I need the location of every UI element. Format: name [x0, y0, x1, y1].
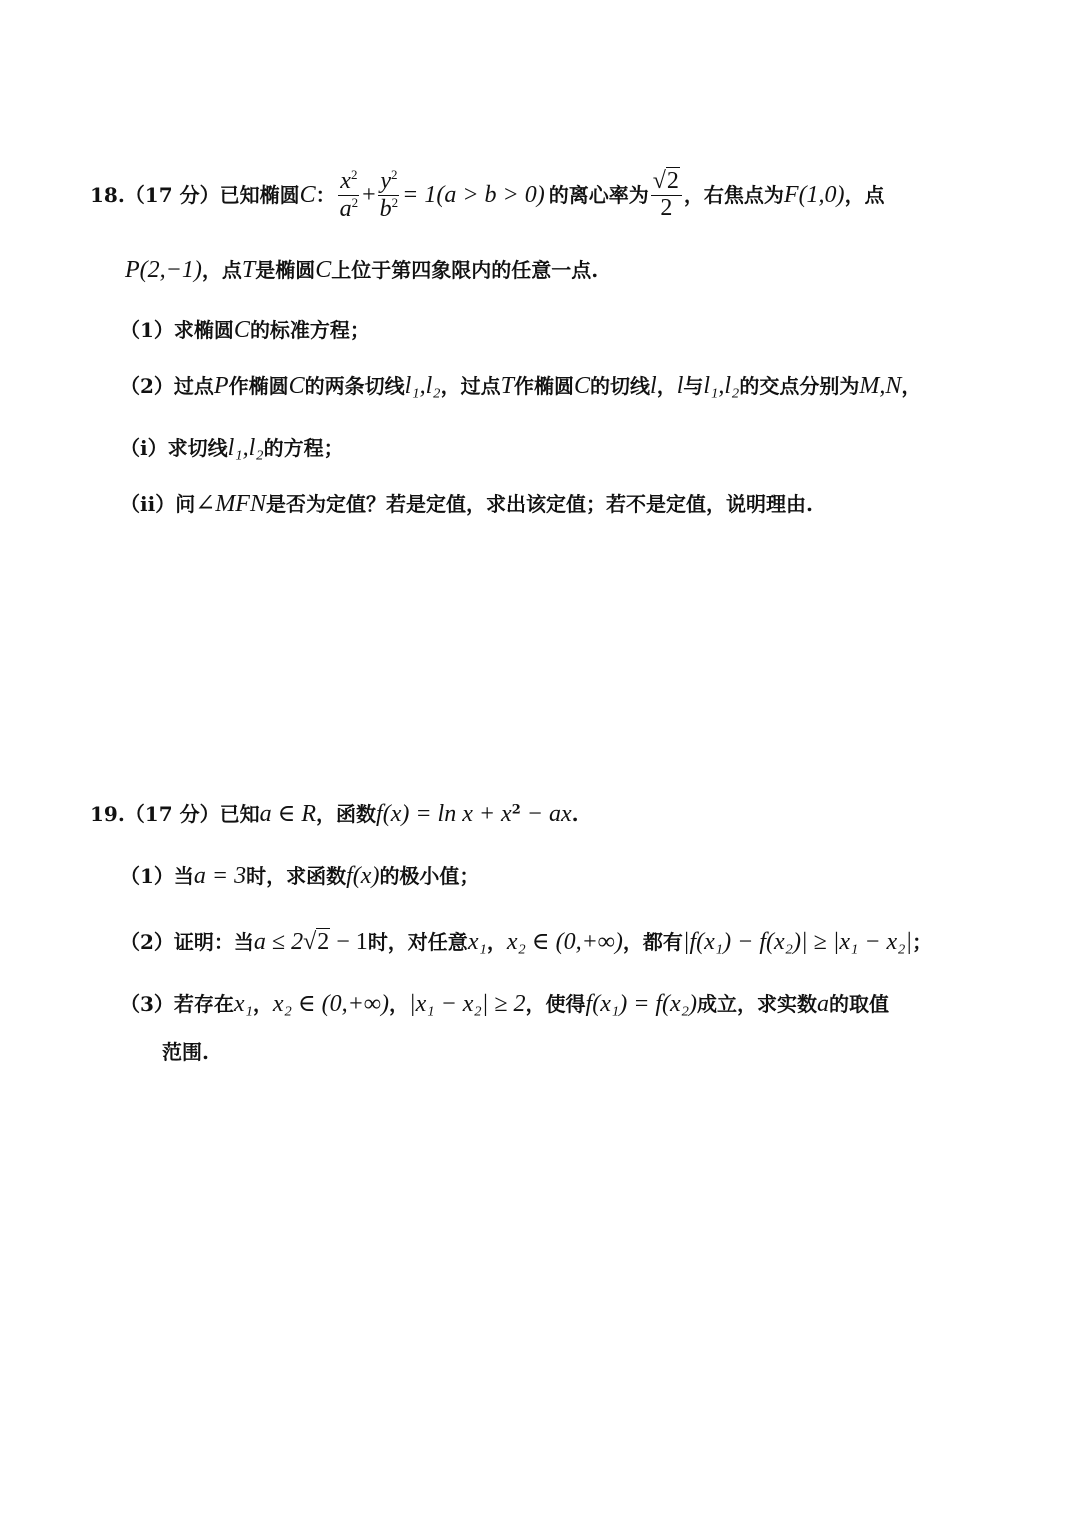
exp: 2 [511, 802, 521, 818]
q19-part-2: （2）证明：当a ≤ 2√2 − 1时，对任意x₁，x₂ ∈ (0,+∞)，都有|f(x₁) − f(x₂)| ≥ |x₁ − x₂|； [120, 929, 933, 955]
part-label: （i） [120, 436, 168, 460]
text: 作椭圆 [514, 374, 574, 398]
var-x: x [340, 168, 351, 195]
q19-part-1 [120, 864, 479, 888]
part-label: （3） [120, 992, 174, 1016]
ellipse-C: C [315, 257, 332, 283]
focus-point: F(1,0) [783, 182, 845, 208]
condition: a ≤ 2 [253, 929, 304, 955]
text: 成立，求实数 [697, 992, 818, 1016]
ellipse-C: C [233, 317, 250, 343]
equation: f(x₁) = f(x₂) [585, 991, 698, 1017]
text: 时，求函数 [246, 864, 347, 888]
text: 是否为定值？若是定值，求出该定值；若不是定值，说明理由. [265, 492, 813, 516]
part-label: （1） [120, 864, 174, 888]
q19-number: 19. [90, 802, 125, 826]
fraction-sqrt2-2: $\frac{√2}{2}$ [651, 169, 682, 220]
var-b: b [379, 195, 392, 222]
text: 证明：当 [173, 930, 254, 954]
var-a: a [339, 195, 352, 222]
part-label: （ii） [120, 492, 176, 516]
var-y: y [380, 168, 391, 195]
q19-part-3 [120, 992, 889, 1016]
text: 的两条切线 [304, 374, 405, 398]
q18-line-1 [90, 165, 885, 225]
point-T: T [241, 257, 256, 283]
text: 上位于第四象限内的任意一点. [331, 258, 599, 282]
q19-score: （17 分） [124, 802, 220, 826]
text: 范围. [162, 1040, 209, 1064]
q18-number: 18. [90, 183, 125, 207]
radicand: 2 [317, 929, 330, 955]
text: 与 [683, 374, 704, 398]
text: ， [252, 992, 273, 1016]
q18-sub-ii [120, 492, 813, 516]
x2-domain: x₂ ∈ (0,+∞) [506, 929, 623, 955]
equation-tail: = 1(a > b > 0) [402, 182, 545, 208]
text: ，点 [201, 258, 242, 282]
text: 作椭圆 [228, 374, 289, 398]
text: ， [388, 992, 409, 1016]
text: ， [486, 930, 507, 954]
q18-line-2 [125, 258, 598, 282]
text: ，过点 [440, 374, 501, 398]
exp: 2 [351, 194, 359, 210]
text: 的方程； [263, 436, 344, 460]
var-x1: x₁ [233, 991, 253, 1017]
plus: + [362, 182, 376, 208]
lines-l1-l2: l₁,l₂ [404, 373, 441, 399]
lines-l1-l2: l₁,l₂ [227, 435, 264, 461]
var-x1: x₁ [467, 929, 487, 955]
a-in-R: a ∈ R [259, 801, 317, 827]
radicand: 2 [666, 168, 679, 195]
point-T: T [500, 373, 514, 399]
ellipse-C: C [288, 373, 305, 399]
condition-tail: − 1 [330, 929, 368, 955]
text: 的交点分别为 [739, 374, 860, 398]
function-tail: − ax [520, 801, 572, 827]
colon: ： [315, 183, 336, 207]
abs-condition: |x₁ − x₂| ≥ 2 [408, 991, 526, 1017]
text: ； [912, 930, 933, 954]
condition: a = 3 [193, 863, 247, 889]
text: 求切线 [167, 436, 228, 460]
function: f(x) [346, 863, 380, 889]
ellipse-C: C [574, 373, 591, 399]
text: 的极小值； [379, 864, 480, 888]
text: 已知 [219, 802, 260, 826]
x2-domain: x₂ ∈ (0,+∞) [272, 991, 389, 1017]
q18-part-2 [120, 374, 921, 398]
text: ，都有 [622, 930, 683, 954]
function-def: f(x) = ln x + x [376, 801, 512, 827]
text: 的标准方程； [249, 318, 370, 342]
q19-line-1 [90, 802, 579, 826]
denominator: 2 [660, 194, 673, 221]
text: 的取值 [829, 992, 890, 1016]
text: 问 [175, 492, 196, 516]
exp: 2 [391, 194, 399, 210]
text: 若存在 [173, 992, 234, 1016]
part-label: （2） [120, 930, 174, 954]
text: 求椭圆 [173, 318, 234, 342]
q18-lead: 已知椭圆 [219, 183, 300, 207]
q18-part-1 [120, 318, 370, 342]
focus-text: ，右焦点为 [683, 183, 784, 207]
point-text: ，点 [844, 183, 885, 207]
text: 时，对任意 [367, 930, 468, 954]
points-M-N: M,N [859, 373, 902, 399]
text: . [571, 802, 579, 826]
q18-score: （17 分） [124, 183, 220, 207]
ellipse-C: C [299, 182, 316, 208]
point-P: P(2,−1) [125, 257, 202, 283]
q19-part-3-cont [162, 1042, 209, 1062]
point-P: P [213, 373, 229, 399]
var-a: a [817, 991, 830, 1017]
eccentricity-text: 的离心率为 [548, 183, 649, 207]
text: ，函数 [316, 802, 377, 826]
text: ， [656, 374, 677, 398]
part-label: （1） [120, 318, 174, 342]
exp: 2 [350, 167, 358, 183]
lines-l1-l2: l₁,l₂ [703, 373, 740, 399]
fraction-x2-a2 [338, 168, 361, 221]
angle-MFN: ∠MFN [195, 491, 266, 517]
inequality: |f(x₁) − f(x₂)| ≥ |x₁ − x₂| [682, 929, 913, 955]
text: ， [901, 374, 922, 398]
line-l: l [650, 373, 657, 399]
text: ，使得 [525, 992, 586, 1016]
text: 过点 [173, 374, 214, 398]
text: 当 [173, 864, 194, 888]
line-l: l [676, 373, 684, 399]
exp: 2 [390, 167, 398, 183]
text: 的切线 [590, 374, 651, 398]
part-label: （2） [120, 374, 174, 398]
fraction-y2-b2 [378, 168, 401, 221]
text: 是椭圆 [255, 258, 316, 282]
q18-sub-i [120, 436, 344, 460]
